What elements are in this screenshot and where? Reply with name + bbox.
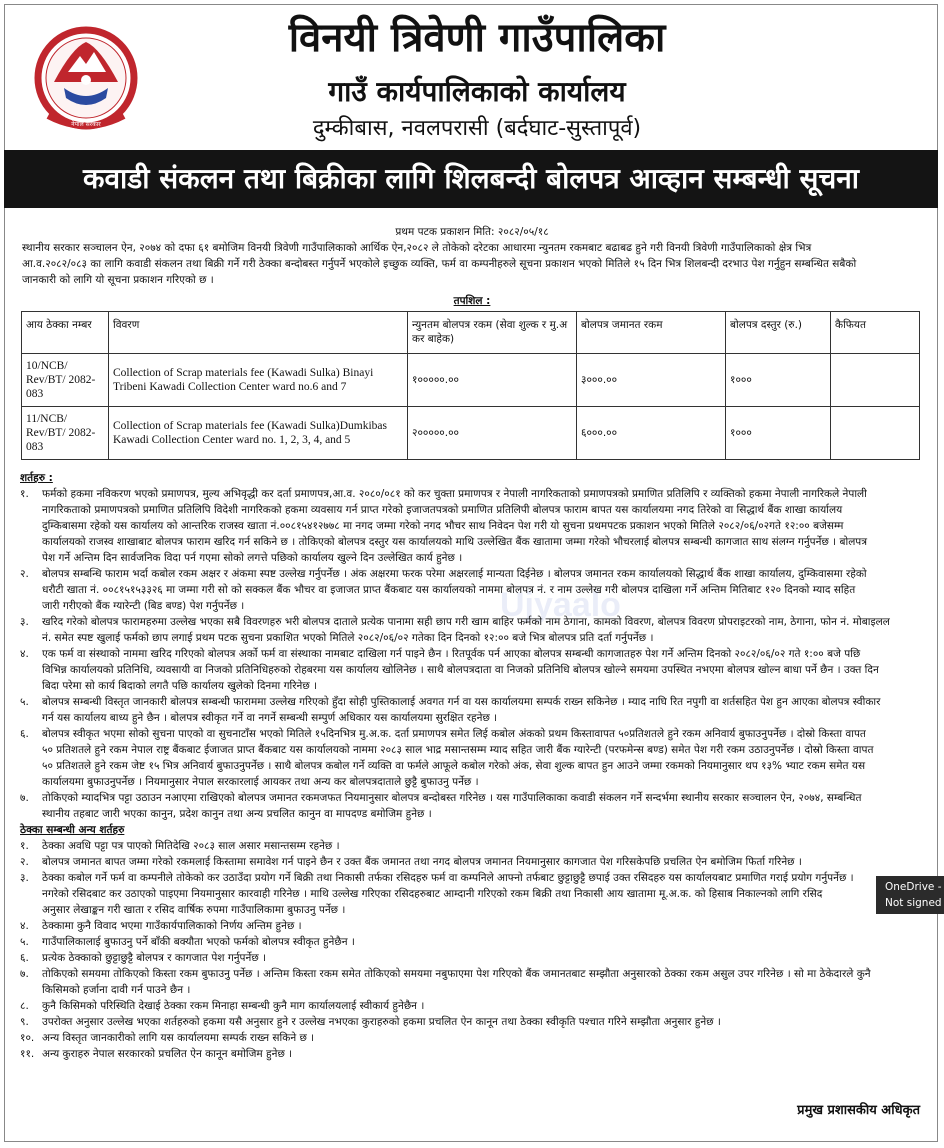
item-number: १. [20,488,29,500]
tender-table [21,311,920,460]
watermark-text: Ujyaalo [500,586,621,624]
conditions-list [20,486,920,822]
table-cell: १०००००.०० [408,354,577,407]
signature-title: प्रमुख प्रशासकीय अधिकृत [797,1103,920,1118]
office-name: गाउँ कार्यपालिकाको कार्यालय [328,75,626,108]
contract-condition-item [20,1014,920,1030]
condition-item [20,646,920,694]
item-line: बोलपत्र जमानत बापत जम्मा गरेको रकमलाई किस्तामा समावेश गर्न पाइने छैन र उक्त बैंक जमानत तथा नगद बोलपत्र जमानत नियमानुसार कागजात पेश गरिसकेपछि प्रचलित ऐन बमोजिम फिर्ता गरिनेछ । [42,856,802,868]
item-line: किसिमको हर्जाना दावी गर्न पाउने छैन । [42,984,191,996]
item-line: ठेक्का कबोल गर्ने फर्म वा कम्पनीले तोकेको कर उठाउँदा प्रयोग गर्ने बिक्री तथा निकासी तर्फका रसिदहरु फर्म वा कम्पनिले आफ्नो तर्फबाट छुट्टाछुट्टै छपाई उक्त रसिदहरु यस कार्यालयबाट प्रमाणित गराई प्रयोग गर्नुपर्नेछ । [42,872,854,884]
onedrive-toast[interactable] [876,876,944,914]
item-line: बोलपत्र स्वीकृत भएमा सोको सुचना पाएको वा सुचनाटाँस भएको मितिले १५दिनभित्र मु.अ.क. दर्ता प्रमाणपत्र समेत लिई कबोल अंकको प्रथम किस्तावापत ५०प्रतिशतले हुने रकम अनिवार्य बुफाउनुपर्नेछ । दोस्रो किस्ता वापत [42,728,866,740]
contract-condition-item [20,870,920,918]
table-row [22,354,920,407]
item-line: अन्य कुराहरु नेपाल सरकारको प्रचलित ऐन कानून बमोजिम हुनेछ । [42,1048,293,1060]
table-cell [831,407,920,460]
office-address: दुम्कीबास, नवलपरासी (बर्दघाट-सुस्तापूर्व) [312,116,642,141]
contract-condition-item [20,966,920,998]
column-header: कैफियत [831,312,920,354]
conditions-title: शर्तहरु : [20,472,53,484]
onedrive-toast-line: OneDrive - [885,881,942,893]
item-line: नं. समेत स्पष्ट खुलाई फर्मको छाप लगाई प्रथम पटक सुचना प्रकाशित भएको मितिले २०८२/०६/०२ गतेका दिन दिनको १२:०० बजे भित्र बोलपत्र प्रति दर्ता गर्नुपर्नेछ । [42,632,654,644]
intro-line: जानकारी को लागि यो सूचना प्रकाशन गरिएको छ । [22,274,214,286]
item-line: एक फर्म वा संस्थाको नाममा खरिद गरिएको बोलपत्र अर्को फर्म वा संस्थाका नामबाट दाखिला गर्न पाइने छैन । रितपूर्वक पर्न आएका बोलपत्र सम्बन्धी कागजातहरु पेश गर्ने अन्तिम दिनको २०८२/०६/०२ गते १:०० बजे पछि [42,648,861,660]
item-line: ५० प्रतिशतले हुने रकम नेपाल राष्ट्र बैंकबाट ईजाजत प्राप्त बैंकबाट यस कार्यालयको नाममा २०८३ साल भाद्र मसान्तसम्म म्याद सहित जारी बैंक ग्यारेन्टी (परफमेन्स बण्ड) समेत पेश गरी रकम उठाउनुपर्नेछ । दोस्रो किस्ता वापत [42,744,874,756]
table-cell: 11/NCB/ Rev/BT/ 2082-083 [22,407,109,460]
column-header: बोलपत्र जमानत रकम [577,312,726,354]
item-line: तोकिएको समयमा तोकिएको किस्ता रकम बुफाउनु पर्नेछ । अन्तिम किस्ता रकम समेत तोकिएको समयमा नबुफाएमा पेश गरिएको बैंक जमानतबाट सम्झौता अनुसारको ठेक्का रकम असुल उपर गरिनेछ । सो मा ठेकेदारले कुनै [42,968,871,980]
item-number: ७. [20,792,29,804]
item-line: ठेक्का अवधि पट्टा पत्र पाएको मितिदेखि २०८३ साल असार मसान्तसम्म रहनेछ । [42,840,340,852]
table-cell: २०००००.०० [408,407,577,460]
table-header-row [22,312,920,354]
item-line: जारी गरीएको बैंक ग्यारेन्टी (बिड बण्ड) पेश गर्नुपर्नेछ । [42,600,245,612]
page-title: विनयी त्रिवेणी गाउँपालिका [288,15,666,61]
item-line: कार्यालयको राजस्व शाखाबाट बोलपत्र फाराम खरिद गर्न सकिने छ । तोकिएको बोलपत्र दस्तुर यस कार्यालयको माथि उल्लेखित बैंक खातामा जम्मा गरेको भौचरलाई बोलपत्र सम्बन्धी कागजात साथ संलग्न गर्नुपर्नेछ । बोलपत्र [42,536,868,548]
item-number: २. [20,568,29,580]
item-number: ४. [20,920,29,932]
item-number: २. [20,856,29,868]
contract-condition-item [20,838,920,854]
item-line: बोलपत्र सम्बन्धि फाराम भर्दा कबोल रकम अक्षर र अंकमा स्पष्ट उल्लेख गर्नुपर्नेछ । अंक अक्षरमा फरक परेमा अक्षरलाई मान्यता दिईनेछ । बोलपत्र जमानत रकम कार्यालयको सिद्धार्थ बैंक शाखा कार्यालय, दुम्किवासमा रहेको [42,568,867,580]
item-line: बोलपत्र सम्बन्धी विस्तृत जानकारी बोलपत्र सम्बन्धी फाराममा उल्लेख गरिएको हुँदा सोही पुस्तिकालाई अवगत गर्न वा यस कार्यालयमा सम्पर्क राख्न सकिनेछ । म्याद नाघि रित नपुगी वा शर्तसहित पेश हुन आएका बोलपत्र स्वीकार [42,696,881,708]
table-cell: ६०००.०० [577,407,726,460]
conditions-section [20,470,920,1062]
item-number: ४. [20,648,29,660]
item-line: ५० प्रतिशतले हुने रकम जेष्ट १५ भित्र अनिवार्य बुफाउनुपर्नेछ । साथै बोलपत्र कबोल गर्ने व्यक्ति वा फर्मले आफूले कबोल गरेको अंक, सेवा शुल्क बापत हुन आउने जम्मा रकमको नियमानुसार थप १३% भ्याट रकम समेत यस [42,760,866,772]
table-cell [831,354,920,407]
column-header: न्युनतम बोलपत्र रकम (सेवा शुल्क र मु.अ कर बाहेक) [408,312,577,354]
item-line: अन्य विस्तृत जानकारीको लागि यस कार्यालयमा सम्पर्क राख्न सकिने छ । [42,1032,315,1044]
details-heading: तपशिल : [453,295,491,307]
contract-conditions-list [20,838,920,1062]
condition-item [20,694,920,726]
item-number: १. [20,840,29,852]
condition-item [20,566,920,614]
contract-condition-item [20,934,920,950]
item-number: ७. [20,968,29,980]
emblem-text: नेपाल सरकार [71,121,101,128]
condition-item [20,790,920,822]
item-number: ६. [20,952,29,964]
intro-paragraph [22,240,922,288]
item-number: ८. [20,1000,29,1012]
table-cell: Collection of Scrap materials fee (Kawadi Sulka)Dumkibas Kawadi Collection Center ward no. 1, 2, 3, 4, and 5 [109,407,408,460]
contract-condition-item [20,998,920,1014]
column-header: बोलपत्र दस्तुर (रु.) [726,312,831,354]
contract-condition-item [20,918,920,934]
item-line: धरौटी खाता नं. ००८१५१५३३२६ मा जम्मा गरी सो को सक्कल बैंक भौचर वा इजाजत प्राप्त बैंकबाट यस कार्यालयको नाममा बोलपत्र नं. र नाम उल्लेख गरी बोलपत्र दाखिला गर्ने अन्तिम मितिबाट १२० दिनको म्याद सहित [42,584,856,596]
table-cell: Collection of Scrap materials fee (Kawadi Sulka) Binayi Tribeni Kawadi Collection Center ward no.6 and 7 [109,354,408,407]
table-cell: 10/NCB/ Rev/BT/ 2082-083 [22,354,109,407]
column-header: विवरण [109,312,408,354]
item-number: ३. [20,872,29,884]
contract-condition-item [20,854,920,870]
item-number: ५. [20,696,29,708]
item-number: १०. [20,1032,35,1044]
condition-item [20,726,920,790]
item-line: खरिद गरेको बोलपत्र फारामहरुमा उल्लेख भएका सबै विवरणहरु भरी बोलपत्र दाताले प्रत्येक पानामा सही छाप गरी खाम बाहिर फर्मको नाम ठेगाना, कामको विवरण, बोलपत्र विवरण प्रोपराइटरको नाम, ठेगाना, फोन नं. मोबाइलल [42,616,890,628]
table-cell: १००० [726,407,831,460]
item-line: गाउँपालिकालाई बुफाउनु पर्ने बाँकी बक्यौता भएको फर्मको बोलपत्र स्वीकृत हुनेछैन । [42,936,355,948]
condition-item [20,614,920,646]
item-number: ११. [20,1048,35,1060]
contract-condition-item [20,1046,920,1062]
item-line: पेश गर्ने अन्तिम दिन सार्वजनिक विदा पर्न गएमा सोको लगत्ते पछिको कार्यालय खुल्ने दिन उल्लेखित कार्य हुनेछ । [42,552,463,564]
contract-conditions-title: ठेक्का सम्बन्धी अन्य शर्तहरु [20,824,125,836]
item-line: उपरोक्त अनुसार उल्लेख भएका शर्तहरुको हकमा यसै अनुसार हुने र उल्लेख नभएका कुराहरुको हकमा प्रचलित ऐन कानून तथा ठेक्का स्वीकृति पश्चात गरिने सम्झौता अनुसार हुनेछ । [42,1016,721,1028]
intro-line: स्थानीय सरकार सञ्चालन ऐन, २०७४ को दफा ६१ बमोजिम विनयी त्रिवेणी गाउँपालिकाको आर्थिक ऐन,२०८२ ले तोकेको दरेटका आधारमा न्युनतम रकमबाट बढाबढ हुने गरी विनयी त्रिवेणी गाउँपालिकाको क्षेत्र भित्र [22,242,812,254]
column-header: आय ठेक्का नम्बर [22,312,109,354]
item-number: ६. [20,728,29,740]
item-line: अनुसार लेखाङ्कन गरी खाता र रसिद वार्षिक रुपमा गाउँपालिकामा बुफाउनु पर्नेछ । [42,904,346,916]
table-cell: १००० [726,354,831,407]
table-row [22,407,920,460]
item-line: फर्मको हकमा नविकरण भएको प्रमाणपत्र, मुल्य अभिवृद्धी कर दर्ता प्रमाणपत्र,आ.व. २०८०/०८१ को कर चुक्ता प्रमाणपत्र र नेपाली नागरिकताको प्रमाणपत्रको प्रमाणित प्रतिलिपि र व्यक्तिको हकमा नेपाली नागरिकले नेपाली [42,488,867,500]
item-line: ठेक्कामा कुनै विवाद भएमा गाउँकार्यपालिकाको निर्णय अन्तिम हुनेछ । [42,920,302,932]
item-line: कुनै किसिमको परिस्थिति देखाई ठेक्का रकम मिनाहा सम्बन्धी कुनै माग कार्यालयलाई स्वीकार्य हुनेछैन । [42,1000,425,1012]
item-number: ९. [20,1016,29,1028]
publication-date: प्रथम पटक प्रकाशन मिति: २०८२/०५/१८ [395,226,549,238]
notice-banner: कवाडी संकलन तथा बिक्रीका लागि शिलबन्दी बोलपत्र आव्हान सम्बन्धी सूचना [4,150,938,208]
item-line: दुम्किबासमा रहेको यस कार्यालय को आन्तरिक राजस्व खाता नं.००८१५४१२७७८ मा नगद जम्मा गरेको नगद भौचर साथ निवेदन पेश गरी यो सुचना प्रथमपटक प्रकाशन भएको मितिले २०८२/०६/०२गते १२:०० बजेसम्म [42,520,844,532]
government-emblem-icon [34,20,138,138]
contract-condition-item [20,1030,920,1046]
item-line: नगरेको रसिदबाट कर उठाएको पाइएमा नियमानुसार कारवाही गरिनेछ । माथि उल्लेख गरिएका रसिदहरुबाट आम्दानी गरिएको रकम बिक्री तथा निकासी आय खातामा मू.अ.क. को हिसाब निकाल्नको लागि रसिद [42,888,823,900]
item-line: बिदा परेमा सो कार्य बिदाको लगतै पछि कार्यालय खुलेको दिनमा गरिनेछ । [42,680,318,692]
onedrive-toast-line: Not signed [885,897,942,909]
item-line: विभिन्न कार्यालयको प्रतिनिधि, व्यवसायी वा निजको प्रतिनिधिहरुको रोहबरमा यस कार्यालय खोलिनेछ । साथै बोलपत्रदाता वा निजको प्रतिनिधि बोलपत्र खोल्ने समयमा उपस्थित नभएमा बोलपत्र खोल्न बाधा पर्ने छैन । उक्त दिन [42,664,879,676]
contract-condition-item [20,950,920,966]
intro-line: आ.व.२०८२/०८३ का लागि कवाडी संकलन तथा बिक्री गर्ने गरी ठेक्का बन्दोबस्त गर्नुपर्ने भएकोले इच्छुक व्यक्ति, फर्म वा कम्पनीहरुले सूचना प्रकाशन भएको मितिले १५ दिन भित्र शिलबन्दी दरभाउ पेश गर्नुहुन सम्बन्धित सबैको [22,258,857,270]
table-cell: ३०००.०० [577,354,726,407]
item-line: नागरिकताको प्रमाणपत्रको प्रमाणित प्रतिलिपि विदेशी नागरिकको हकमा व्यवसाय गर्न प्राप्त गरेको इजाजतपत्रको प्रमाणित प्रतिलिपी बोलपत्र फाराम बापत यस कार्यालयमा नगद तिरेको वा सिद्धार्थ बैंक शाखा कार्यालय [42,504,843,516]
item-line: प्रत्येक ठेक्काको छुट्टाछुट्टै बोलपत्र र कागजात पेश गर्नुपर्नेछ । [42,952,267,964]
item-line: स्थानीय तहबाट जारी भएका कानुन, प्रदेश कानुन तथा अन्य प्रचलित कानुन वा मापदण्ड बमोजिम हुनेछ । [42,808,432,820]
item-line: गर्न यस कार्यालय बाध्य हुने छैन । बोलपत्र स्वीकृत गर्ने वा नगर्ने सम्बन्धी सम्पुर्ण अधिकार यस कार्यालयमा सुरक्षित रहनेछ । [42,712,498,724]
item-number: ३. [20,616,29,628]
item-line: कार्यालयमा बुफाउनुपर्नेछ । नियमानुसार नेपाल सरकारलाई आयकर तथा अन्य कर बोलपत्रदाताले छुट्टै बुफाउनु पर्नेछ । [42,776,479,788]
condition-item [20,486,920,566]
item-number: ५. [20,936,29,948]
item-line: तोकिएको म्यादभित्र पट्टा उठाउन नआएमा राखिएको बोलपत्र जमानत रकमजफत नियमानुसार बोलपत्र बन्दोबस्त गरिनेछ । यस गाउँपालिकाका कवाडी संकलन गर्ने सन्दर्भमा स्थानीय सरकार सञ्चालन ऐन, २०७४, सम्बन्धित [42,792,862,804]
